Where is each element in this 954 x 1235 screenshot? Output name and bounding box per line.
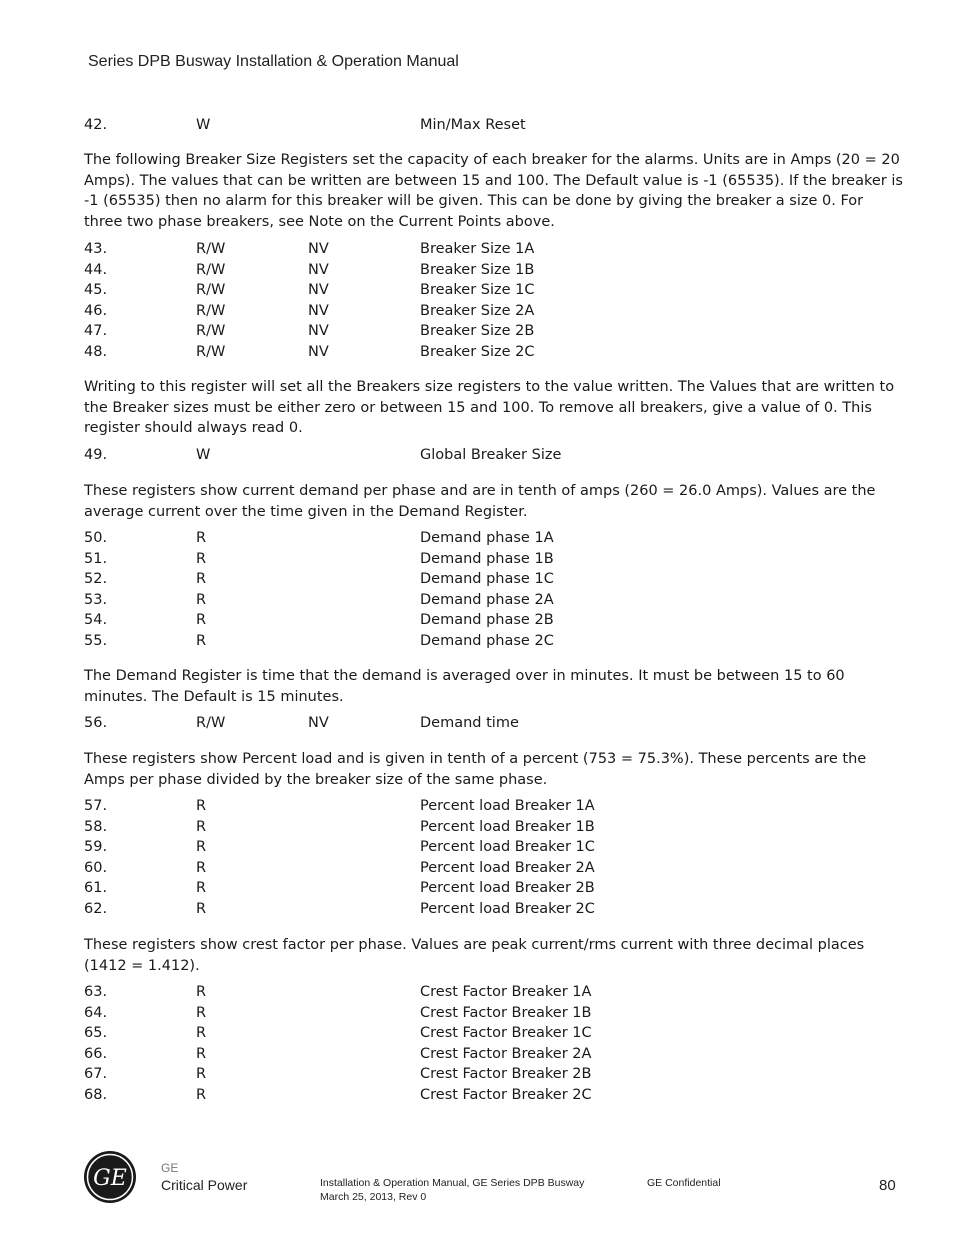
register-number: 66. (84, 1045, 108, 1062)
register-name: Global Breaker Size (420, 447, 562, 463)
register-number: 54. (84, 612, 108, 629)
register-access: R (196, 798, 207, 814)
register-name: Breaker Size 1B (420, 261, 535, 278)
register-access: R (196, 880, 207, 897)
register-number: 65. (84, 1025, 108, 1042)
register-name: Crest Factor Breaker 2A (420, 1045, 592, 1062)
register-access: R (196, 1004, 207, 1021)
register-number: 53. (84, 591, 108, 608)
register-name: Breaker Size 2A (420, 302, 535, 319)
register-name: Demand phase 2B (420, 612, 554, 629)
register-name: Percent load Breaker 1B (420, 818, 595, 835)
page-header-title: Series DPB Busway Installation & Operation Manual (88, 53, 459, 70)
register-number: 68. (84, 1087, 108, 1103)
register-number: 63. (84, 984, 108, 1000)
register-type: NV (308, 282, 329, 299)
register-type: NV (308, 241, 329, 257)
register-access: R (196, 1087, 207, 1103)
paragraph-global-breaker: Writing to this register will set all the Breakers size registers to the value written. The Values that are written to the Breaker sizes must be either zero or between 15 and 100. To remove all breakers, give a value of 0. This register should always read 0. (84, 379, 895, 437)
register-name: Percent load Breaker 2B (420, 880, 595, 897)
register-number: 55. (84, 633, 108, 649)
register-access: R/W (196, 302, 226, 319)
register-access: W (196, 447, 211, 463)
register-name: Crest Factor Breaker 2B (420, 1066, 592, 1083)
paragraph-demand: These registers show current demand per phase and are in tenth of amps (260 = 26.0 Amps). Values are the average current over the time given in the Demand Register. (84, 483, 876, 520)
register-type: NV (308, 344, 329, 360)
register-name: Percent load Breaker 2A (420, 859, 595, 876)
register-access: R/W (196, 715, 226, 731)
register-access: R/W (196, 282, 226, 299)
register-access: R (196, 1066, 207, 1083)
footer-company-line2: Critical Power (161, 1177, 248, 1193)
register-access: R/W (196, 323, 226, 340)
register-number: 47. (84, 323, 108, 340)
register-name: Demand phase 2C (420, 633, 554, 649)
register-number: 64. (84, 1004, 108, 1021)
register-access: R (196, 901, 207, 917)
register-number: 48. (84, 344, 108, 360)
register-number: 58. (84, 818, 108, 835)
register-access: R (196, 839, 207, 856)
register-name: Percent load Breaker 1A (420, 798, 595, 814)
register-access: R (196, 818, 207, 835)
register-name: Demand phase 1A (420, 530, 554, 546)
register-access: R/W (196, 344, 226, 360)
register-name: Crest Factor Breaker 1C (420, 1025, 592, 1042)
register-name: Crest Factor Breaker 1A (420, 984, 592, 1000)
register-access: R (196, 571, 207, 588)
register-type: NV (308, 323, 329, 340)
register-access: W (196, 117, 211, 133)
paragraph-percent-load: These registers show Percent load and is given in tenth of a percent (753 = 75.3%). These percents are the Amps per phase divided by the breaker size of the same phase. (84, 751, 867, 788)
register-number: 50. (84, 530, 108, 546)
page-number: 80 (879, 1177, 896, 1194)
register-number: 52. (84, 571, 108, 588)
register-type: NV (308, 302, 329, 319)
register-number: 59. (84, 839, 108, 856)
register-number: 43. (84, 241, 108, 257)
register-number: 57. (84, 798, 108, 814)
register-number: 44. (84, 261, 108, 278)
register-number: 56. (84, 715, 108, 731)
register-number: 60. (84, 859, 108, 876)
paragraph-crest-factor: These registers show crest factor per phase. Values are peak current/rms current with three decimal places (1412 = 1.412). (84, 937, 865, 974)
register-number: 67. (84, 1066, 108, 1083)
register-name: Demand phase 2A (420, 591, 554, 608)
register-name: Demand time (420, 715, 519, 731)
register-name: Percent load Breaker 2C (420, 901, 595, 917)
register-name: Demand phase 1B (420, 550, 554, 567)
paragraph-demand-register: The Demand Register is time that the demand is averaged over in minutes. It must be between 15 to 60 minutes. The Default is 15 minutes. (84, 668, 845, 705)
register-name: Breaker Size 1C (420, 282, 535, 299)
register-access: R/W (196, 261, 226, 278)
register-access: R (196, 612, 207, 629)
register-number: 62. (84, 901, 108, 917)
register-access: R (196, 1025, 207, 1042)
paragraph-breaker-size: The following Breaker Size Registers set the capacity of each breaker for the alarms. Units are in Amps (20 = 20 Amps). The values that can be written are between 15 and 100. The Default value is -1 (65535). If the breaker is -1 (65535) then no alarm for this breaker will be given. This can be done by giving the breaker a size 0. For three two phase breakers, see Note on the Current Points above. (84, 152, 903, 230)
footer-confidential: GE Confidential (647, 1177, 721, 1189)
register-number: 46. (84, 302, 108, 319)
register-access: R (196, 591, 207, 608)
register-name: Breaker Size 1A (420, 241, 535, 257)
register-name: Crest Factor Breaker 2C (420, 1087, 592, 1103)
register-number: 51. (84, 550, 108, 567)
register-access: R (196, 530, 207, 546)
register-access: R (196, 633, 207, 649)
register-type: NV (308, 261, 329, 278)
register-number: 45. (84, 282, 108, 299)
register-name: Crest Factor Breaker 1B (420, 1004, 592, 1021)
register-number: 42. (84, 117, 108, 133)
register-name: Demand phase 1C (420, 571, 554, 588)
register-access: R (196, 859, 207, 876)
footer-company-line1: GE (161, 1161, 179, 1175)
register-name: Percent load Breaker 1C (420, 839, 595, 856)
register-access: R (196, 550, 207, 567)
register-type: NV (308, 715, 329, 731)
register-access: R (196, 984, 207, 1000)
footer-doc-title: Installation & Operation Manual, GE Series DPB Busway (320, 1177, 585, 1189)
ge-logo-icon (83, 1150, 137, 1204)
register-access: R (196, 1045, 207, 1062)
register-number: 49. (84, 447, 108, 463)
footer-doc-date: March 25, 2013, Rev 0 (320, 1191, 427, 1203)
register-name: Breaker Size 2B (420, 323, 535, 340)
ge-logo-text: GE (93, 1166, 127, 1191)
register-name: Min/Max Reset (420, 117, 526, 133)
register-number: 61. (84, 880, 108, 897)
register-access: R/W (196, 241, 226, 257)
register-name: Breaker Size 2C (420, 344, 535, 360)
